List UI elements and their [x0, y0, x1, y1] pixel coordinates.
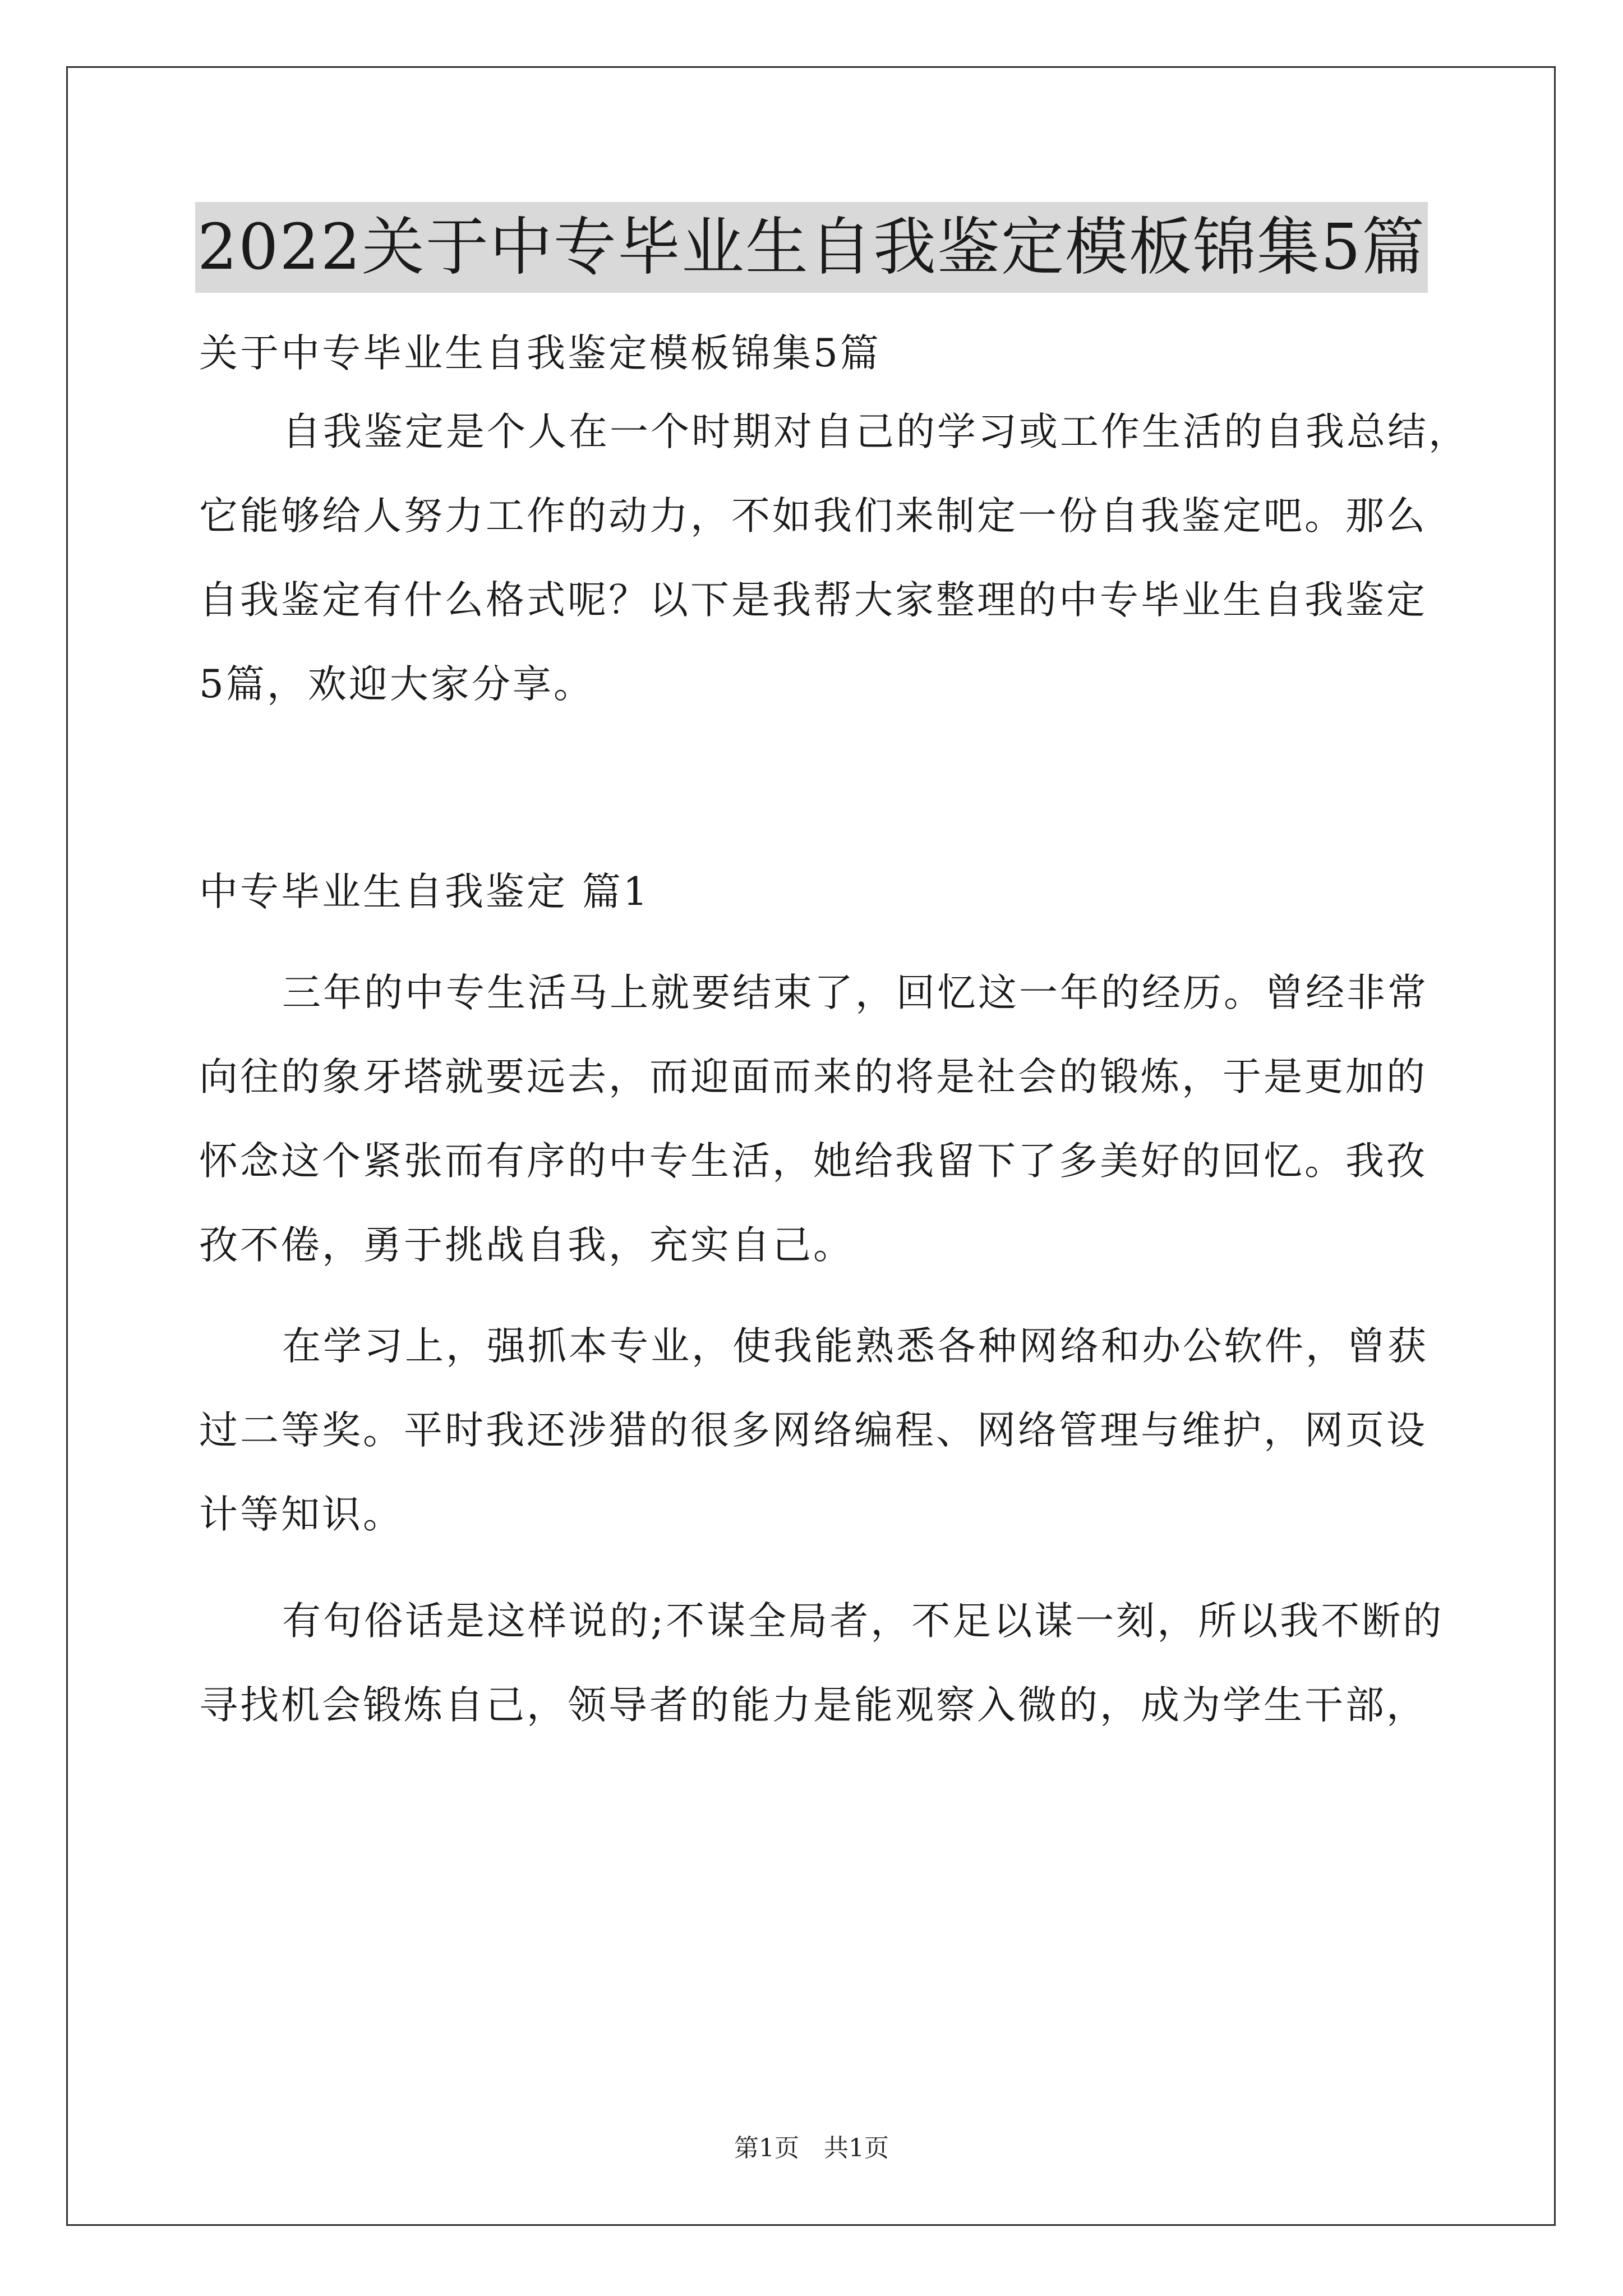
- para3-line-1: 有句俗话是这样说的;不谋全局者，不足以谋一刻，所以我不断的: [282, 1599, 1444, 1644]
- page-footer: 第1页 共1页: [734, 2134, 889, 2162]
- para1-line-2: 向往的象牙塔就要远去，而迎面而来的将是社会的锻炼，于是更加的: [199, 1055, 1427, 1099]
- para1-line-1: 三年的中专生活马上就要结束了，回忆这一年的经历。曾经非常: [282, 970, 1428, 1015]
- document-subtitle: 关于中专毕业生自我鉴定模板锦集5篇: [199, 331, 881, 376]
- intro-line-4: 5篇，欢迎大家分享。: [199, 662, 594, 707]
- document-title: 2022关于中专毕业生自我鉴定模板锦集5篇: [195, 202, 1428, 293]
- para1-line-4: 孜不倦，勇于挑战自我，充实自己。: [199, 1223, 854, 1268]
- intro-line-2: 它能够给人努力工作的动力，不如我们来制定一份自我鉴定吧。那么: [199, 494, 1427, 539]
- para2-line-2: 过二等奖。平时我还涉猎的很多网络编程、网络管理与维护，网页设: [199, 1408, 1427, 1453]
- document-title-container: [0, 202, 1623, 293]
- section-heading: 中专毕业生自我鉴定 篇1: [199, 869, 650, 914]
- para2-line-3: 计等知识。: [199, 1492, 404, 1537]
- para3-line-2: 寻找机会锻炼自己，领导者的能力是能观察入微的，成为学生干部，: [199, 1683, 1427, 1728]
- para2-line-1: 在学习上，强抓本专业，使我能熟悉各种网络和办公软件，曾获: [282, 1324, 1428, 1369]
- intro-line-3: 自我鉴定有什么格式呢？以下是我帮大家整理的中专毕业生自我鉴定: [199, 578, 1427, 623]
- intro-line-1: 自我鉴定是个人在一个时期对自己的学习或工作生活的自我总结，: [282, 409, 1469, 454]
- para1-line-3: 怀念这个紧张而有序的中专生活，她给我留下了多美好的回忆。我孜: [199, 1139, 1427, 1184]
